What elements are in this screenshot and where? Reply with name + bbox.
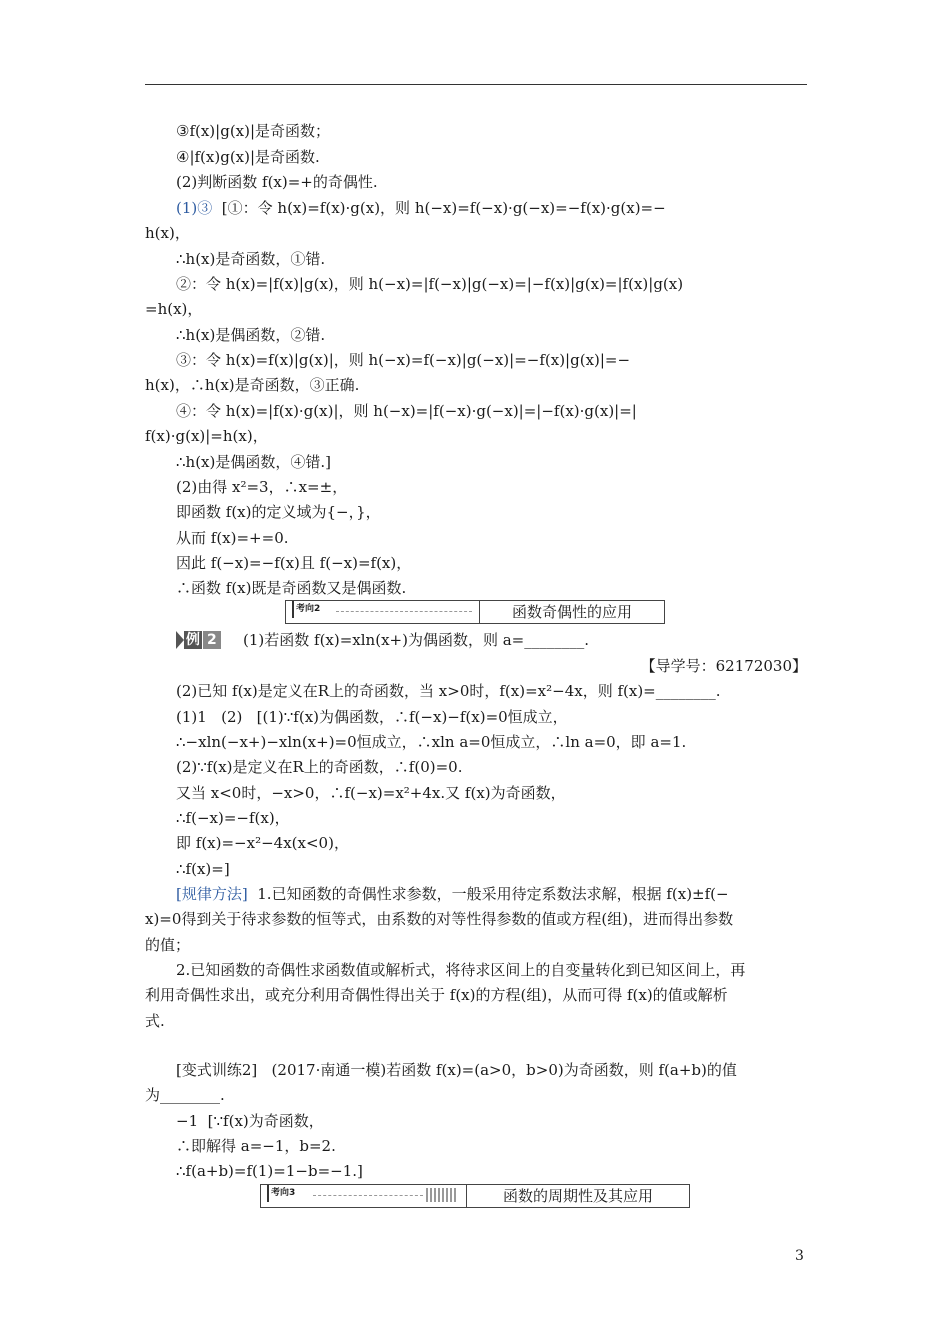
text-line: ∴h(x)是奇函数，①错. [176, 250, 326, 268]
text-line: 又当 x<0时，−x>0，∴f(−x)=x²+4x.又 f(x)为奇函数， [176, 784, 566, 802]
method-tag: [规律方法] [176, 885, 248, 903]
text-line: −1 [∵f(x)为奇函数， [176, 1112, 324, 1130]
dashed-divider [313, 1195, 423, 1196]
section-label: 考向2 [292, 601, 322, 618]
text-line: ∴h(x)是偶函数，②错. [176, 326, 326, 344]
answer-line: (1)1 (2) [(1)∵f(x)为偶函数，∴f(−x)−f(x)=0恒成立， [176, 708, 568, 726]
text-line: 从而 f(x)=+=0. [176, 529, 289, 547]
answer-value: (1)③ [176, 199, 213, 217]
section-title: 函数奇偶性的应用 [511, 603, 632, 621]
text-line: ∴f(a+b)=f(1)=1−b=−1.] [176, 1162, 363, 1180]
text-line: ②：令 h(x)=|f(x)|g(x)，则 h(−x)=|f(−x)|g(−x)=|−f(x)|g(x)=|f(x)|g(x) [176, 275, 684, 293]
dashed-divider [336, 611, 472, 612]
text-line: ∴即解得 a=−1，b=2. [176, 1137, 336, 1155]
text-line: x)=0得到关于待求参数的恒等式，由系数的对等性得参数的值或方程(组)，进而得出参数 [145, 910, 734, 928]
text-line: (2)由得 x²=3，∴x=±， [176, 478, 348, 496]
text-line: h(x)，∴h(x)是奇函数，③正确. [145, 376, 360, 394]
text-line: ③：令 h(x)=f(x)|g(x)|，则 h(−x)=f(−x)|g(−x)|=−f(x)|g(x)|=− [176, 351, 631, 369]
reference-number: 【导学号：62172030】 [640, 657, 807, 675]
text-line: ④：令 h(x)=|f(x)·g(x)|，则 h(−x)=|f(−x)·g(−x)|=|−f(x)·g(x)|=| [176, 402, 637, 420]
text-line: ③f(x)|g(x)|是奇函数； [176, 122, 331, 140]
text-line: 2.已知函数的奇偶性求函数值或解析式，将待求区间上的自变量转化到已知区间上，再 [176, 961, 746, 979]
text-line: 即函数 f(x)的定义域为{−，}， [176, 503, 381, 521]
decorative-stamp-icon [426, 1188, 458, 1202]
text-line: (2)判断函数 f(x)=+的奇偶性. [176, 173, 378, 191]
text-line: f(x)·g(x)|=h(x)， [145, 427, 268, 445]
text-line: ④|f(x)g(x)|是奇函数. [176, 148, 320, 166]
text-line: ∴f(x)=] [176, 860, 230, 878]
header-rule [145, 84, 807, 85]
method-text: 1.已知函数的奇偶性求参数，一般采用待定系数法求解，根据 f(x)±f(− [247, 885, 729, 903]
answer-explanation: [①：令 h(x)=f(x)·g(x)，则 h(−x)=f(−x)·g(−x)=−f(x)·g(x)=− [212, 199, 666, 217]
text-line: ∴−xln(−x+)−xln(x+)=0恒成立，∴xln a=0恒成立，∴ln a=0，即 a=1. [176, 733, 687, 751]
answer-line [176, 198, 807, 218]
section-label: 考向3 [267, 1185, 297, 1202]
text-line: h(x)， [145, 224, 190, 242]
section-box-topic-3 [260, 1184, 690, 1208]
text-line: 因此 f(−x)=−f(x)且 f(−x)=f(x)， [176, 554, 412, 572]
badge-number: 2 [203, 631, 221, 649]
text-line: 即 f(x)=−x²−4x(x<0)， [176, 834, 349, 852]
text-line: =h(x)， [145, 300, 203, 318]
page-number: 3 [795, 1248, 804, 1264]
question-line: (1)若函数 f(x)=xln(x+)为偶函数，则 a=________. [243, 631, 589, 649]
text-line: 的值； [145, 936, 191, 954]
example-badge [176, 631, 221, 649]
exercise-line: [变式训练2] (2017·南通一模)若函数 f(x)=(a>0，b>0)为奇函数，则 f(a+b)的值 [176, 1061, 737, 1079]
section-title: 函数的周期性及其应用 [502, 1187, 653, 1205]
text-line: ∴h(x)是偶函数，④错.] [176, 453, 331, 471]
question-line: (2)已知 f(x)是定义在R上的奇函数，当 x>0时，f(x)=x²−4x，则 f(x)=________. [176, 682, 721, 700]
text-line: 为________. [145, 1086, 225, 1104]
text-line: 式. [145, 1012, 165, 1030]
text-line: (2)∵f(x)是定义在R上的奇函数，∴f(0)=0. [176, 758, 463, 776]
text-line: ∴函数 f(x)既是奇函数又是偶函数. [176, 579, 407, 597]
badge-word: 例 [186, 632, 200, 648]
method-line [176, 884, 807, 904]
text-line: 利用奇偶性求出，或充分利用奇偶性得出关于 f(x)的方程(组)，从而可得 f(x)的值或解析 [145, 986, 728, 1004]
section-box-topic-2 [285, 600, 665, 624]
badge-arrow-icon [176, 631, 184, 649]
text-line: ∴f(−x)=−f(x)， [176, 809, 290, 827]
